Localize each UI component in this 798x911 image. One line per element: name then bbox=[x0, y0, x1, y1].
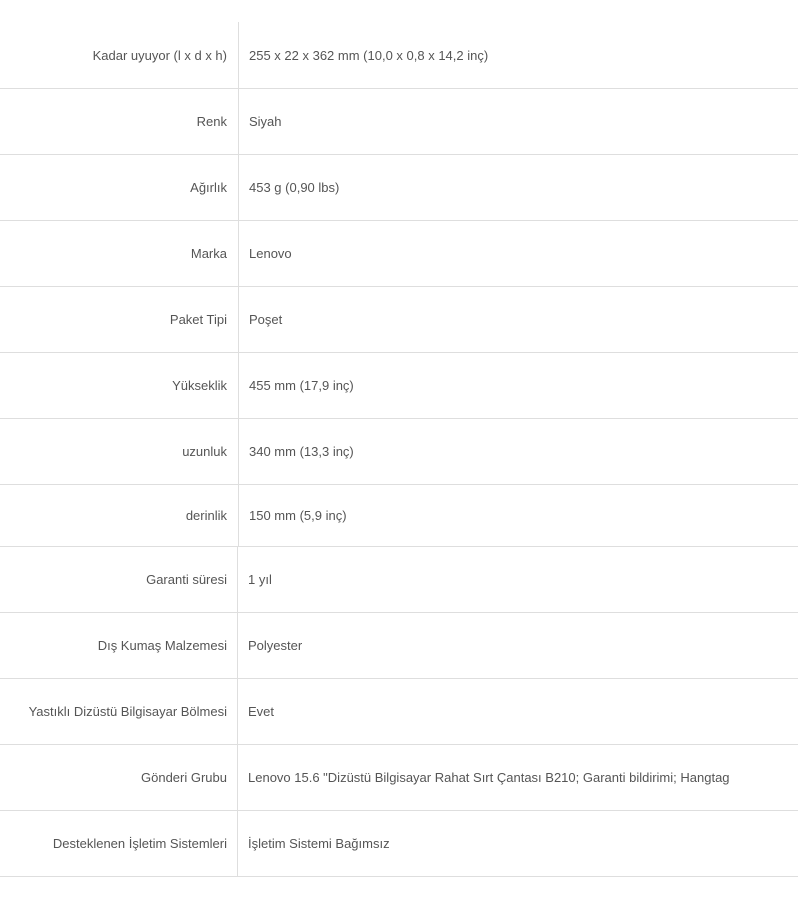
spec-value: 455 mm (17,9 inç) bbox=[249, 378, 354, 393]
column-divider bbox=[238, 419, 239, 484]
spec-row-outer-fabric bbox=[0, 613, 798, 679]
column-divider bbox=[238, 287, 239, 352]
spec-value: Siyah bbox=[249, 114, 282, 129]
spec-value: 1 yıl bbox=[248, 572, 272, 587]
column-divider bbox=[238, 22, 239, 88]
spec-row-package-type bbox=[0, 287, 798, 353]
spec-label: Renk bbox=[196, 114, 227, 129]
column-divider bbox=[238, 89, 239, 154]
spec-label: Ağırlık bbox=[190, 180, 227, 195]
spec-label: Marka bbox=[190, 246, 227, 261]
spec-row-shipping-group bbox=[0, 745, 798, 811]
column-divider bbox=[237, 547, 238, 612]
spec-row-warranty bbox=[0, 547, 798, 613]
spec-value: Poşet bbox=[249, 312, 283, 327]
spec-label: Kadar uyuyor (l x d x h) bbox=[92, 47, 227, 63]
spec-row-weight bbox=[0, 155, 798, 221]
column-divider bbox=[237, 811, 238, 876]
spec-row-depth bbox=[0, 485, 798, 547]
spec-label: Desteklenen İşletim Sistemleri bbox=[52, 836, 227, 851]
spec-label: Gönderi Grubu bbox=[141, 770, 227, 785]
column-divider bbox=[238, 353, 239, 418]
spec-label: Yükseklik bbox=[172, 378, 227, 393]
spec-label: Garanti süresi bbox=[146, 572, 227, 587]
spec-row-color bbox=[0, 89, 798, 155]
spec-label: derinlik bbox=[185, 508, 227, 523]
spec-value: 340 mm (13,3 inç) bbox=[249, 444, 354, 459]
spec-value: Evet bbox=[248, 704, 275, 719]
spec-label: Yastıklı Dizüstü Bilgisayar Bölmesi bbox=[28, 704, 227, 719]
spec-value: İşletim Sistemi Bağımsız bbox=[248, 836, 390, 851]
column-divider bbox=[238, 155, 239, 220]
spec-row-brand bbox=[0, 221, 798, 287]
spec-row-supported-os bbox=[0, 811, 798, 877]
column-divider bbox=[237, 613, 238, 678]
spec-row-height bbox=[0, 353, 798, 419]
spec-value: Lenovo bbox=[249, 246, 292, 261]
column-divider bbox=[237, 679, 238, 744]
spec-value: Polyester bbox=[248, 638, 303, 653]
column-divider bbox=[238, 221, 239, 286]
spec-row-dimensions bbox=[0, 22, 798, 89]
column-divider bbox=[237, 745, 238, 810]
spec-label: Dış Kumaş Malzemesi bbox=[97, 638, 227, 653]
spec-row-length bbox=[0, 419, 798, 485]
spec-value: Lenovo 15.6 "Dizüstü Bilgisayar Rahat Sırt Çantası B210; Garanti bildirimi; Hangtag bbox=[248, 770, 730, 785]
spec-row-padded-compartment bbox=[0, 679, 798, 745]
spec-label: Paket Tipi bbox=[169, 312, 227, 327]
spec-value: 150 mm (5,9 inç) bbox=[249, 508, 347, 523]
column-divider bbox=[238, 485, 239, 546]
spec-value: 453 g (0,90 lbs) bbox=[249, 180, 340, 195]
spec-value: 255 x 22 x 362 mm (10,0 x 0,8 x 14,2 inç) bbox=[249, 47, 489, 63]
spec-label: uzunluk bbox=[182, 444, 227, 459]
